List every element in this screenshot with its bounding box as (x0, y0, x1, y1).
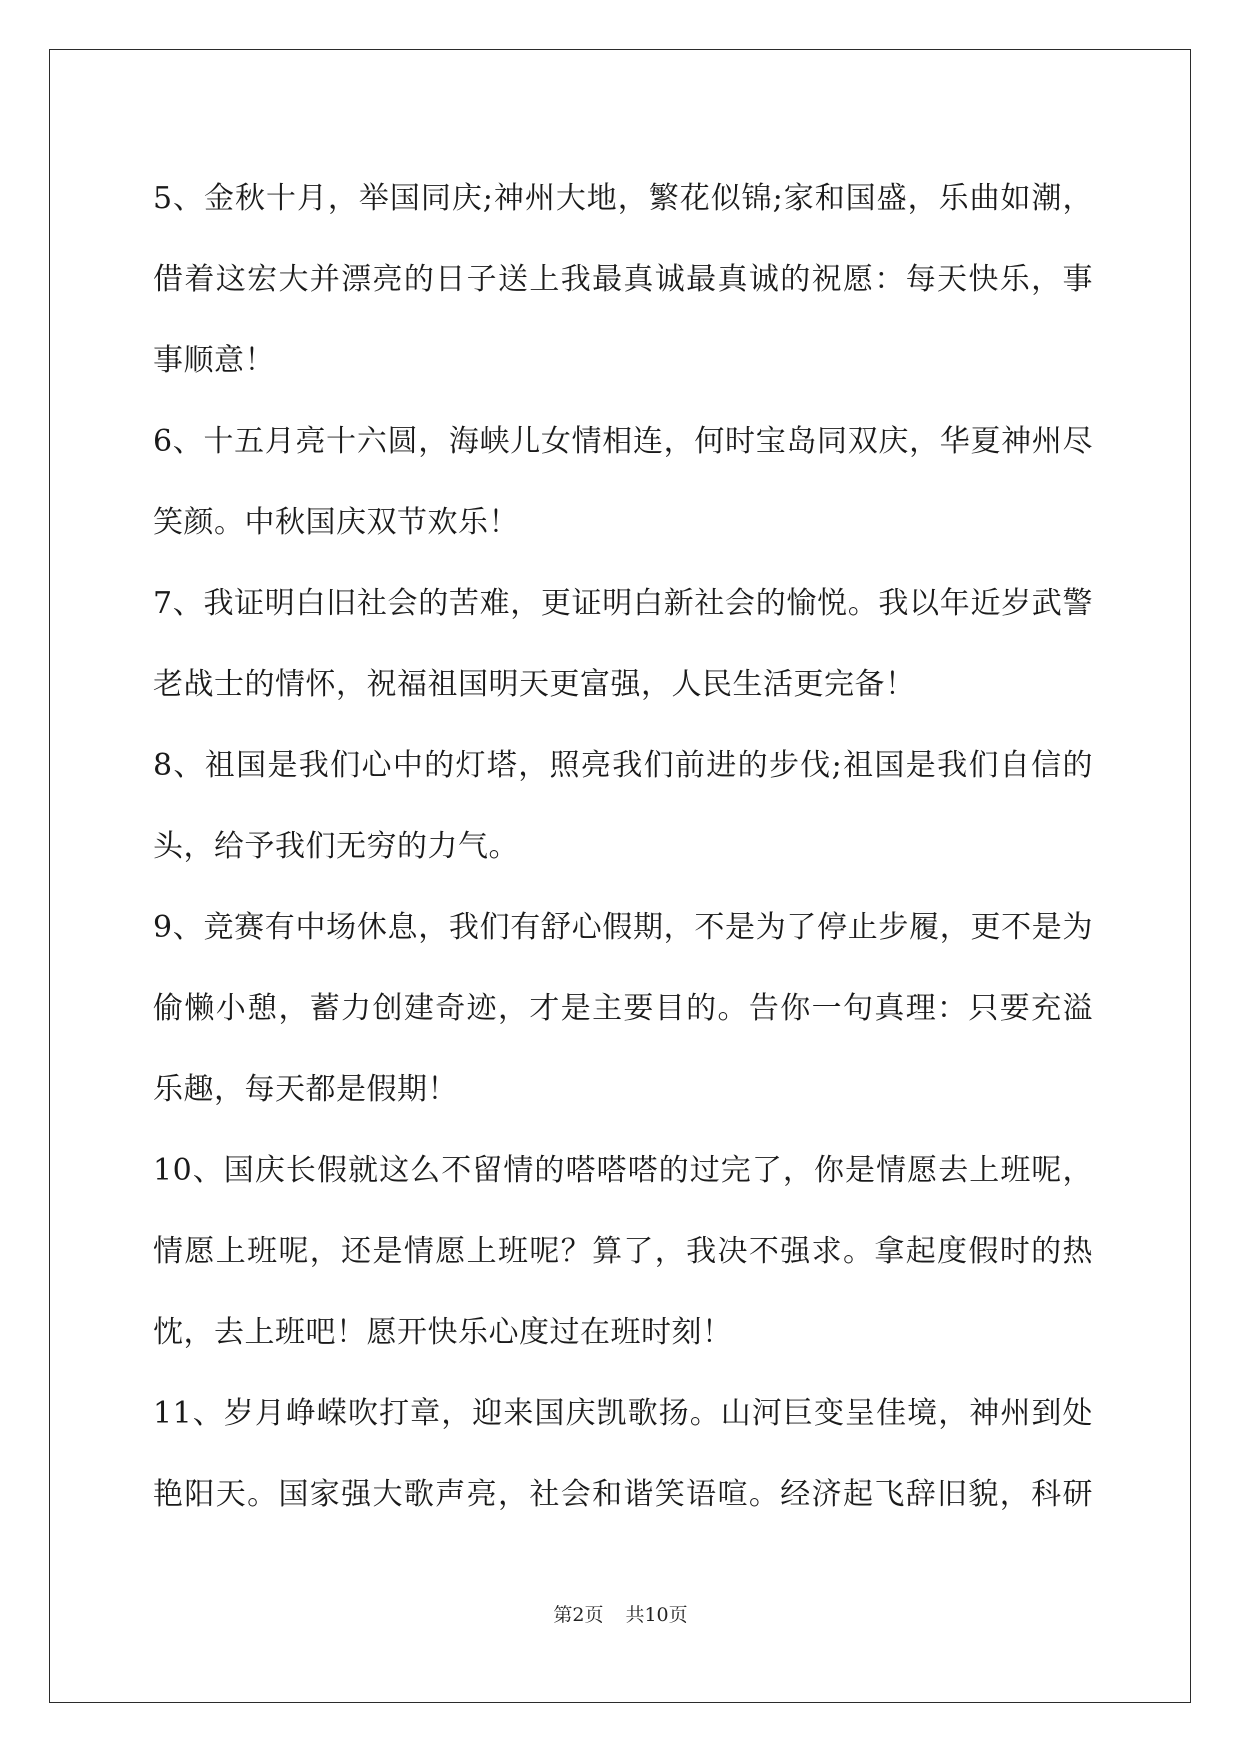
document-body (153, 158, 1093, 1535)
text-line: 8、祖国是我们心中的灯塔，照亮我们前进的步伐;祖国是我们自信的 (153, 748, 1093, 783)
text-line: 5、金秋十月，举国同庆;神州大地，繁花似锦;家和国盛，乐曲如潮， (153, 181, 1093, 216)
text-line: 老战士的情怀，祝福祖国明天更富强，人民生活更完备！ (153, 667, 916, 702)
text-line: 笑颜。中秋国庆双节欢乐！ (153, 505, 519, 540)
page-footer (0, 1603, 1241, 1627)
text-line: 11、岁月峥嵘吹打章，迎来国庆凯歌扬。山河巨变呈佳境，神州到处 (153, 1396, 1093, 1431)
page-number-total: 共10页 (625, 1604, 688, 1626)
text-line: 事顺意！ (153, 343, 275, 378)
text-line: 借着这宏大并漂亮的日子送上我最真诚最真诚的祝愿：每天快乐，事 (153, 262, 1093, 297)
text-line: 偷懒小憩，蓄力创建奇迹，才是主要目的。告你一句真理：只要充溢 (153, 991, 1093, 1026)
text-line: 7、我证明白旧社会的苦难，更证明白新社会的愉悦。我以年近岁武警 (153, 586, 1093, 621)
text-line: 情愿上班呢，还是情愿上班呢？算了，我决不强求。拿起度假时的热 (153, 1234, 1093, 1269)
text-line: 乐趣，每天都是假期！ (153, 1072, 458, 1107)
text-line: 艳阳天。国家强大歌声亮，社会和谐笑语喧。经济起飞辞旧貌，科研 (153, 1477, 1093, 1512)
page-number-current: 第2页 (553, 1604, 604, 1626)
text-line: 6、十五月亮十六圆，海峡儿女情相连，何时宝岛同双庆，华夏神州尽 (153, 424, 1093, 459)
text-line: 头，给予我们无穷的力气。 (153, 829, 519, 864)
text-line: 9、竞赛有中场休息，我们有舒心假期，不是为了停止步履，更不是为 (153, 910, 1093, 945)
text-line: 忱，去上班吧！愿开快乐心度过在班时刻！ (153, 1315, 733, 1350)
text-line: 10、国庆长假就这么不留情的嗒嗒嗒的过完了，你是情愿去上班呢， (153, 1153, 1093, 1188)
